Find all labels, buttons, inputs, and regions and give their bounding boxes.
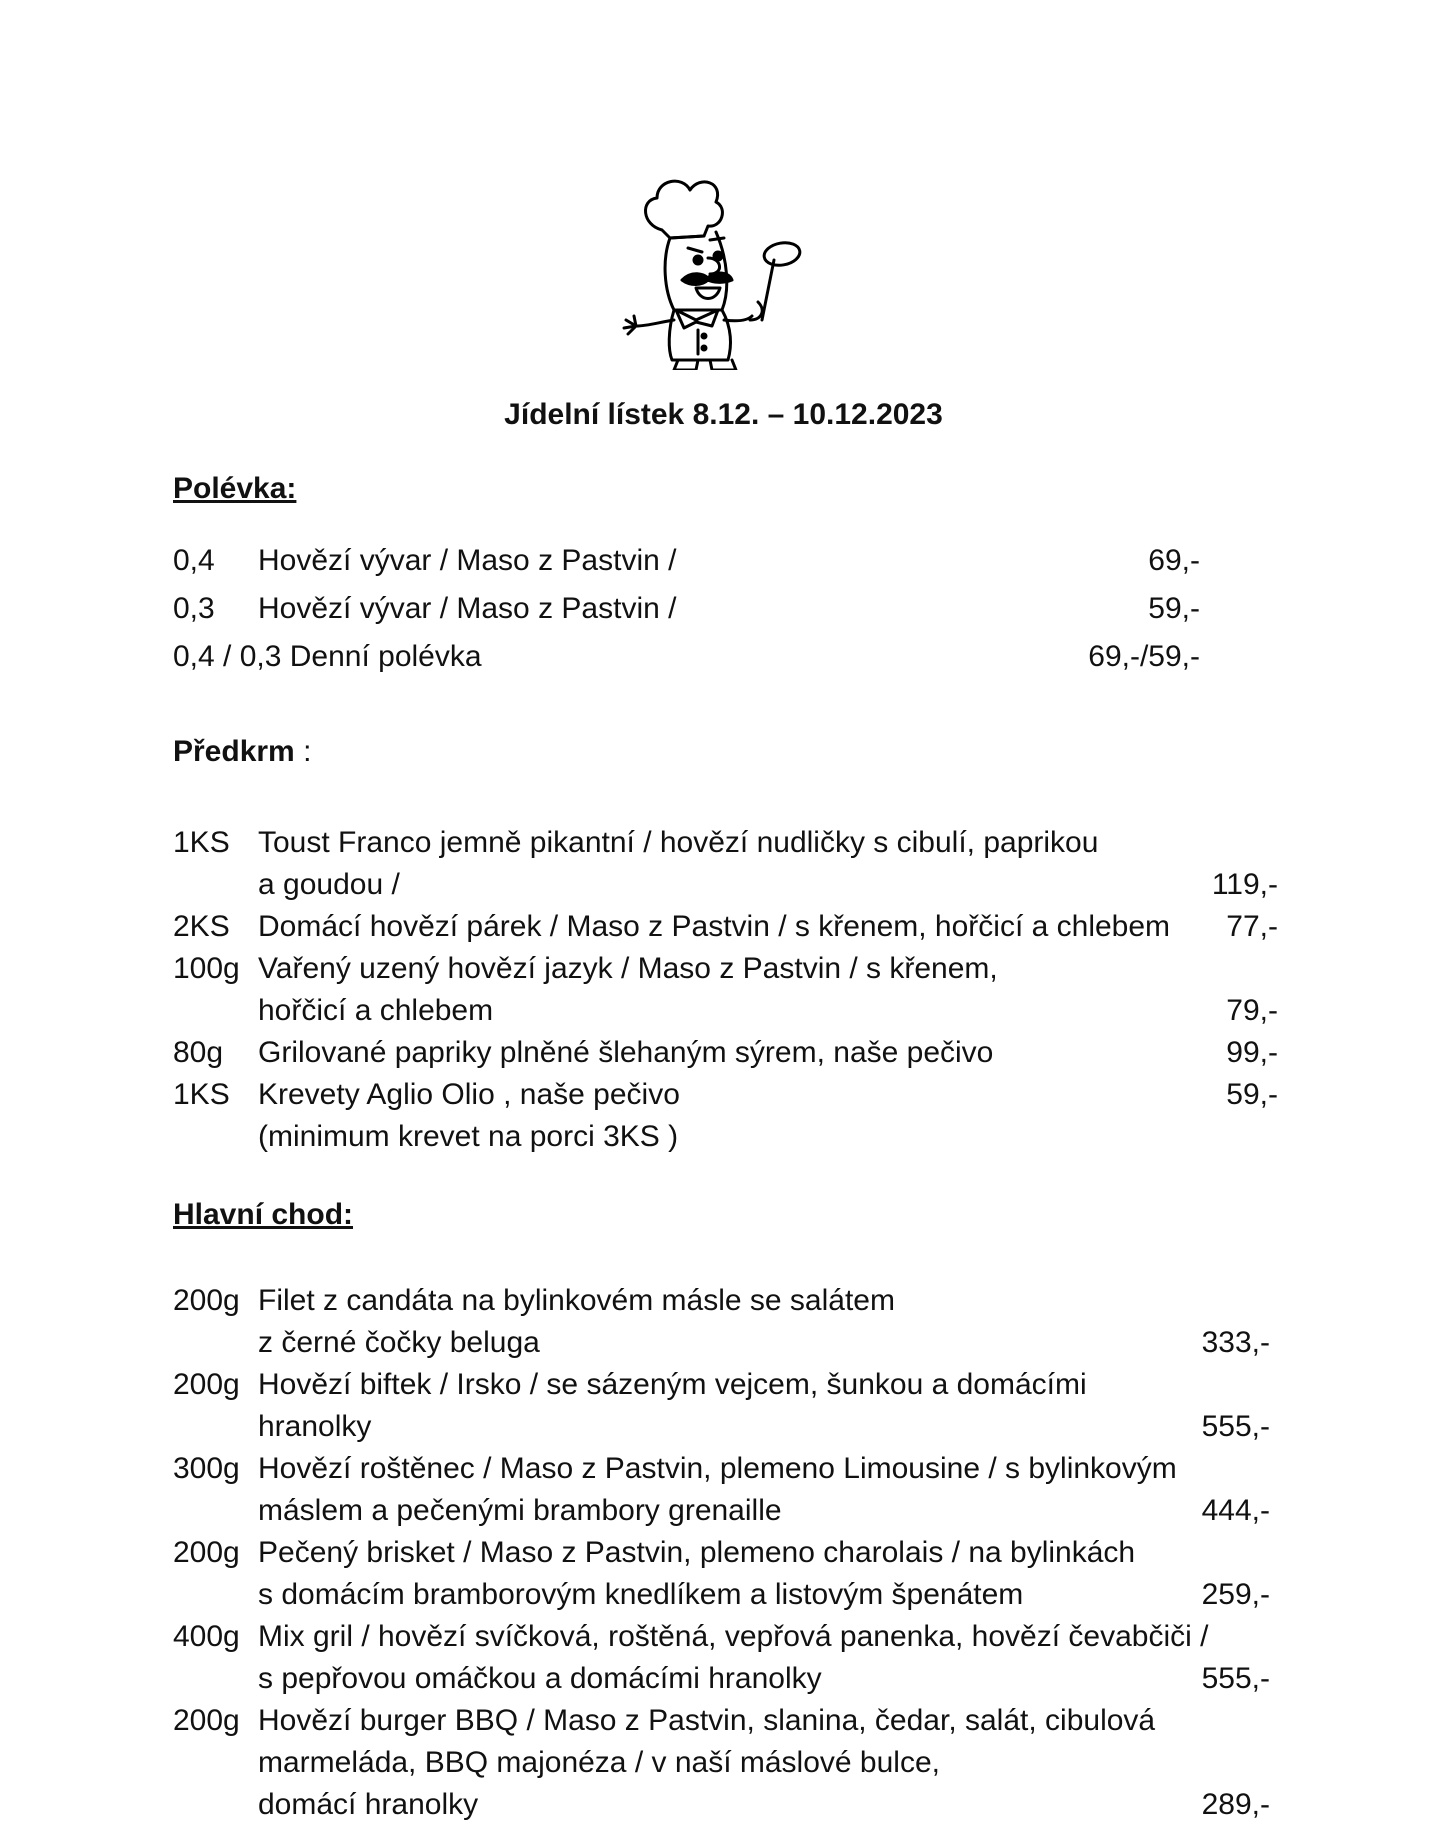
item-description: s pepřovou omáčkou a domácími hranolky xyxy=(258,1662,822,1695)
item-price: 333,- xyxy=(1201,1326,1270,1359)
item-price: 69,-/59,- xyxy=(1088,640,1200,673)
chef-logo-icon xyxy=(612,170,840,370)
item-description: Filet z candáta na bylinkovém másle se salátem xyxy=(258,1284,895,1317)
item-quantity: 200g xyxy=(173,1704,240,1737)
starter-heading-colon: : xyxy=(294,735,312,768)
soup-heading: Polévka: xyxy=(173,472,297,505)
item-description: marmeláda, BBQ majonéza / v naší máslové bulce, xyxy=(258,1746,940,1779)
item-description: Hovězí roštěnec / Maso z Pastvin, plemeno Limousine / s bylinkovým xyxy=(258,1452,1177,1485)
item-quantity: 100g xyxy=(173,952,240,985)
main-heading: Hlavní chod: xyxy=(173,1198,354,1231)
item-description: hořčicí a chlebem xyxy=(258,994,494,1027)
item-description: domácí hranolky xyxy=(258,1788,479,1821)
item-description: Hovězí biftek / Irsko / se sázeným vejcem, šunkou a domácími xyxy=(258,1368,1087,1401)
item-quantity: 0,4 xyxy=(173,544,215,577)
item-price: 119,- xyxy=(1211,868,1278,901)
item-description: Krevety Aglio Olio , naše pečivo xyxy=(258,1078,680,1111)
item-price: 79,- xyxy=(1226,994,1278,1027)
item-price: 555,- xyxy=(1201,1410,1270,1443)
item-description: Mix gril / hovězí svíčková, roštěná, vepřová panenka, hovězí čevabčiči / xyxy=(258,1620,1209,1653)
item-description: Pečený brisket / Maso z Pastvin, plemeno charolais / na bylinkách xyxy=(258,1536,1136,1569)
starter-heading xyxy=(173,735,311,769)
item-description: Hovězí vývar / Maso z Pastvin / xyxy=(258,592,677,625)
item-price: 259,- xyxy=(1201,1578,1270,1611)
item-price: 99,- xyxy=(1226,1036,1278,1069)
item-description: s domácím bramborovým knedlíkem a listovým špenátem xyxy=(258,1578,1024,1611)
item-quantity: 0,3 xyxy=(173,592,215,625)
item-quantity: 300g xyxy=(173,1452,240,1485)
item-description: Hovězí burger BBQ / Maso z Pastvin, slanina, čedar, salát, cibulová xyxy=(258,1704,1156,1737)
item-quantity: 1KS xyxy=(173,826,230,859)
item-description: Toust Franco jemně pikantní / hovězí nudličky s cibulí, paprikou xyxy=(258,826,1099,859)
menu-title: Jídelní lístek 8.12. – 10.12.2023 xyxy=(504,398,943,431)
item-price: 59,- xyxy=(1226,1078,1278,1111)
item-quantity: 2KS xyxy=(173,910,230,943)
item-description: hranolky xyxy=(258,1410,372,1443)
item-price: 444,- xyxy=(1201,1494,1270,1527)
item-description: Grilované papriky plněné šlehaným sýrem, naše pečivo xyxy=(258,1036,994,1069)
item-quantity: 200g xyxy=(173,1284,240,1317)
item-quantity: 400g xyxy=(173,1620,240,1653)
item-quantity: 1KS xyxy=(173,1078,230,1111)
item-description: máslem a pečenými brambory grenaille xyxy=(258,1494,782,1527)
starter-heading-label: Předkrm xyxy=(173,735,295,768)
item-price: 77,- xyxy=(1226,910,1278,943)
item-description: (minimum krevet na porci 3KS ) xyxy=(258,1120,679,1153)
item-description: a goudou / xyxy=(258,868,400,901)
item-price: 59,- xyxy=(1148,592,1200,625)
item-description: Vařený uzený hovězí jazyk / Maso z Pastvin / s křenem, xyxy=(258,952,998,985)
item-price: 555,- xyxy=(1201,1662,1270,1695)
item-quantity: 200g xyxy=(173,1536,240,1569)
item-quantity: 80g xyxy=(173,1036,224,1069)
item-price: 289,- xyxy=(1201,1788,1270,1821)
item-description: z černé čočky beluga xyxy=(258,1326,540,1359)
item-description: 0,4 / 0,3 Denní polévka xyxy=(173,640,482,673)
item-description: Hovězí vývar / Maso z Pastvin / xyxy=(258,544,677,577)
item-price: 69,- xyxy=(1148,544,1200,577)
item-quantity: 200g xyxy=(173,1368,240,1401)
item-description: Domácí hovězí párek / Maso z Pastvin / s křenem, hořčicí a chlebem xyxy=(258,910,1171,943)
